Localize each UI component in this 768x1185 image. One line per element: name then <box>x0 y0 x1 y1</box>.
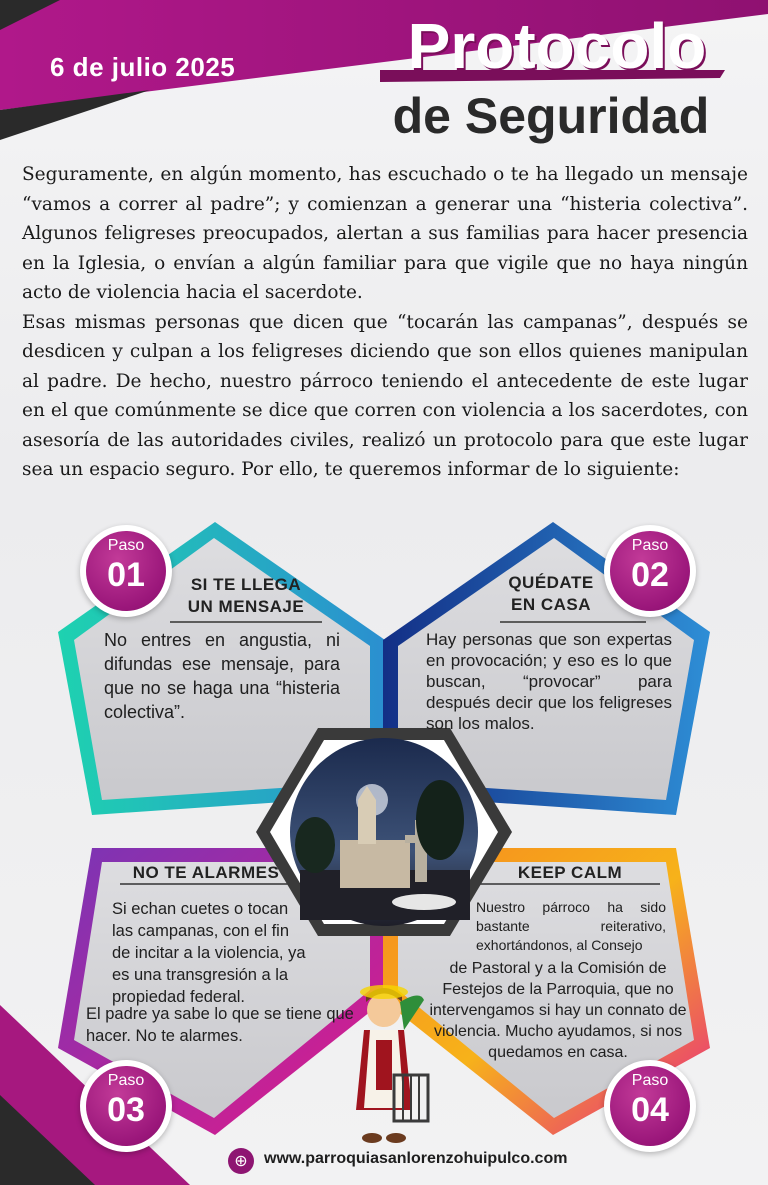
step-2-badge <box>604 525 696 617</box>
step-4-paso-label: Paso <box>631 1072 669 1089</box>
intro-text <box>22 160 748 485</box>
step-1-number: 01 <box>107 556 145 594</box>
step-4-badge <box>604 1060 696 1152</box>
website-link[interactable]: www.parroquiasanlorenzohuipulco.com <box>264 1150 568 1167</box>
church-photo <box>290 738 478 926</box>
step-1-title: SI TE LLEGA UN MENSAJE <box>187 575 305 616</box>
step-4-number: 04 <box>631 1091 669 1129</box>
step-4-title: KEEP CALM <box>517 863 623 882</box>
step-1-paso-label: Paso <box>107 537 145 554</box>
step-2-text: Hay personas que son expertas en provocación; y eso es lo que buscan, “provocar” para después decir que los feligreses son los malos. <box>426 630 672 733</box>
title-line-2: de Seguridad <box>392 88 710 144</box>
step-4-text-a: Nuestro párroco ha sido bastante reiterativo, exhortándonos, al Consejo <box>476 899 666 953</box>
step-2-title: QUÉDATE EN CASA <box>508 573 594 614</box>
step-3-paso-label: Paso <box>107 1072 145 1089</box>
step-3-title: NO TE ALARMES <box>132 863 280 882</box>
step-3-text-a: Si echan cuetes o tocan las campanas, con el fin de incitar a la violencia, ya es una transgresión a la propiedad federal. <box>112 900 306 1006</box>
step-1-text: No entres en angustia, ni difundas ese mensaje, para que no se haga una “histeria colectiva”. <box>104 630 340 722</box>
intro-paragraph-2: Esas mismas personas que dicen que “tocarán las campanas”, después se desdicen y culpan a los feligreses diciendo que son ellos quienes manipulan al padre. De hecho, nuestro párroco teniendo el antecedente de este lugar en el que comúnmente se dice que corren con violencia a los sacerdotes, con asesoría de las autoridades civiles, realizó un protocolo para que este lugar sea un espacio seguro. Por ello, te queremos informar de lo siguiente: <box>22 311 748 480</box>
step-1-badge <box>80 525 172 617</box>
title-line-1: Protocolo <box>407 10 707 82</box>
step-2-number: 02 <box>631 556 669 594</box>
globe-icon: ⊕ <box>228 1148 254 1174</box>
intro-paragraph-1: Seguramente, en algún momento, has escuchado o te ha llegado un mensaje “vamos a correr al padre”; y comienzan a generar una “histeria colectiva”. Algunos feligreses preocupados, alertan a sus familias para hacer presencia en la Iglesia, o envían a algún familiar para que vigile que no haya ningún acto de violencia hacia el sacerdote. <box>22 164 748 303</box>
date-label: 6 de julio 2025 <box>50 52 236 82</box>
step-3-number: 03 <box>107 1091 145 1129</box>
step-2-paso-label: Paso <box>631 537 669 554</box>
step-3-badge <box>80 1060 172 1152</box>
step-3-text-b: El padre ya sabe lo que se tiene que hacer. No te alarmes. <box>86 1005 354 1045</box>
step-4-text-b: de Pastoral y a la Comisión de Festejos de la Parroquia, que no intervengamos si hay un connato de violencia. Mucho ayudamos, si nos quedamos en casa. <box>429 960 687 1061</box>
